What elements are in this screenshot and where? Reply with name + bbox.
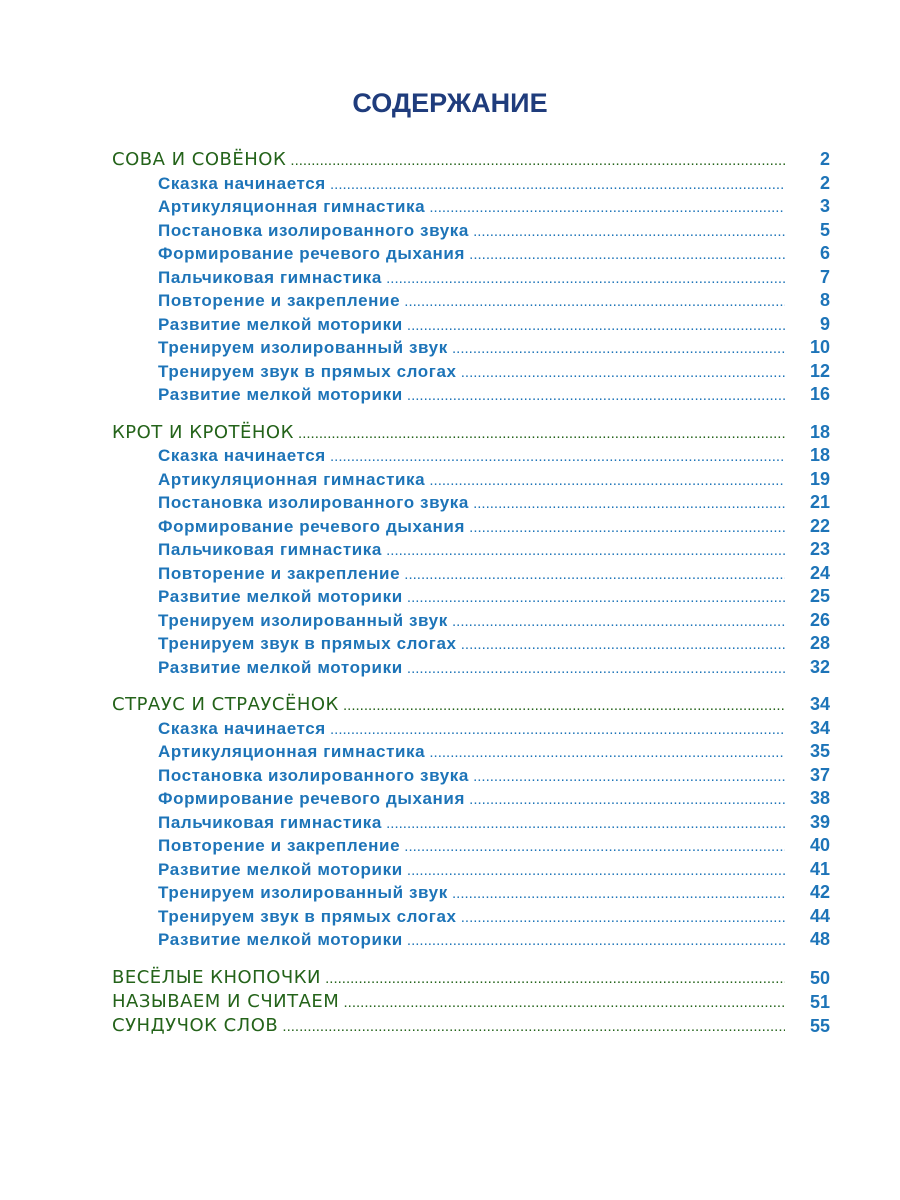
entry-page-number: 10 [809,337,830,357]
toc-entry-row[interactable] [0,383,900,407]
entry-page-number: 6 [819,243,830,263]
toc-chapter-row[interactable] [0,148,900,172]
entry-page-number: 41 [809,858,830,879]
entry-title: Сказка начинается ..... [158,444,785,469]
entry-page-number: 48 [809,929,830,949]
toc-entry-row[interactable] [0,195,900,219]
entry-title: Постановка изолированного звука ..... [158,219,785,244]
entry-title: Сказка начинается ..... [158,717,785,742]
entry-page-number: 38 [809,788,830,808]
toc-entry-row[interactable] [0,219,900,243]
entry-title: Тренируем изолированный звук ..... [158,609,785,634]
entry-title: Тренируем изолированный звук ..... [158,881,785,906]
entry-page-number: 18 [809,445,830,465]
toc-entry-row[interactable] [0,632,900,656]
toc-entry-row[interactable] [0,266,900,290]
entry-title: Формирование речевого дыхания ..... [158,242,785,267]
entry-title: Повторение и закрепление ..... [158,289,785,314]
chapter-title: КРОТ И КРОТЁНОК ..... [112,421,785,446]
toc-entry-row[interactable] [0,444,900,468]
table-of-contents [0,148,900,1052]
entry-title: Постановка изолированного звука ..... [158,491,785,516]
entry-title: Развитие мелкой моторики ..... [158,858,785,883]
entry-page-number: 35 [809,741,830,761]
entry-title: Артикуляционная гимнастика ..... [158,468,785,493]
toc-entry-row[interactable] [0,242,900,266]
entry-page-number: 7 [819,266,830,287]
entry-page-number: 42 [809,882,830,902]
toc-chapter-row[interactable] [0,990,900,1014]
entry-title: Развитие мелкой моторики ..... [158,656,785,681]
entry-page-number: 9 [819,313,830,334]
toc-section [0,421,900,680]
toc-entry-row[interactable] [0,360,900,384]
toc-chapter-row[interactable] [0,1014,900,1038]
chapter-title: НАЗЫВАЕМ И СЧИТАЕМ ..... [112,990,785,1015]
toc-entry-row[interactable] [0,881,900,905]
entry-page-number: 19 [809,468,830,489]
entry-title: Артикуляционная гимнастика ..... [158,195,785,220]
entry-page-number: 2 [819,172,830,193]
chapter-page-number: 50 [809,967,830,988]
toc-entry-row[interactable] [0,538,900,562]
entry-page-number: 21 [809,492,830,512]
entry-title: Развитие мелкой моторики ..... [158,928,785,953]
entry-title: Тренируем звук в прямых слогах ..... [158,905,785,930]
chapter-title: СОВА И СОВЁНОК ..... [112,148,785,173]
toc-entry-row[interactable] [0,834,900,858]
entry-page-number: 32 [809,656,830,677]
entry-page-number: 8 [819,290,830,310]
toc-entry-row[interactable] [0,787,900,811]
toc-entry-row[interactable] [0,336,900,360]
toc-entry-row[interactable] [0,656,900,680]
entry-title: Развитие мелкой моторики ..... [158,383,785,408]
entry-title: Формирование речевого дыхания ..... [158,515,785,540]
toc-entry-row[interactable] [0,905,900,929]
toc-entry-row[interactable] [0,289,900,313]
chapter-page-number: 2 [819,149,830,169]
toc-entry-row[interactable] [0,562,900,586]
chapter-page-number: 34 [809,694,830,714]
entry-page-number: 23 [809,539,830,559]
entry-page-number: 28 [809,633,830,653]
toc-section [0,693,900,952]
page-title: СОДЕРЖАНИЕ [352,88,548,118]
chapter-title: СТРАУС И СТРАУСЁНОК ..... [112,693,785,718]
toc-entry-row[interactable] [0,172,900,196]
entry-title: Формирование речевого дыхания ..... [158,787,785,812]
entry-title: Повторение и закрепление ..... [158,834,785,859]
chapter-page-number: 55 [809,1015,830,1036]
entry-page-number: 12 [809,360,830,381]
toc-entry-row[interactable] [0,740,900,764]
toc-entry-row[interactable] [0,313,900,337]
toc-entry-row[interactable] [0,811,900,835]
toc-chapter-row[interactable] [0,421,900,445]
toc-final-chapters [0,966,900,1038]
entry-title: Пальчиковая гимнастика ..... [158,266,785,291]
toc-entry-row[interactable] [0,717,900,741]
toc-chapter-row[interactable] [0,693,900,717]
entry-title: Пальчиковая гимнастика ..... [158,811,785,836]
entry-title: Артикуляционная гимнастика ..... [158,740,785,765]
entry-title: Тренируем звук в прямых слогах ..... [158,360,785,385]
entry-page-number: 24 [809,562,830,583]
toc-chapter-row[interactable] [0,966,900,990]
entry-title: Повторение и закрепление ..... [158,562,785,587]
toc-entry-row[interactable] [0,468,900,492]
chapter-title: СУНДУЧОК СЛОВ ..... [112,1014,785,1039]
entry-title: Развитие мелкой моторики ..... [158,313,785,338]
entry-title: Постановка изолированного звука ..... [158,764,785,789]
toc-entry-row[interactable] [0,491,900,515]
entry-page-number: 34 [809,717,830,738]
toc-entry-row[interactable] [0,928,900,952]
toc-entry-row[interactable] [0,585,900,609]
entry-page-number: 39 [809,811,830,832]
entry-page-number: 40 [809,835,830,855]
entry-page-number: 25 [809,586,830,606]
entry-page-number: 44 [809,905,830,926]
entry-title: Тренируем изолированный звук ..... [158,336,785,361]
entry-page-number: 37 [809,764,830,785]
entry-title: Тренируем звук в прямых слогах ..... [158,632,785,657]
entry-title: Развитие мелкой моторики ..... [158,585,785,610]
toc-entry-row[interactable] [0,609,900,633]
chapter-title: ВЕСЁЛЫЕ КНОПОЧКИ ..... [112,966,785,991]
toc-entry-row[interactable] [0,858,900,882]
entry-title: Пальчиковая гимнастика ..... [158,538,785,563]
entry-page-number: 22 [809,515,830,536]
entry-page-number: 16 [809,384,830,404]
chapter-page-number: 18 [809,421,830,442]
entry-page-number: 26 [809,609,830,630]
toc-section [0,148,900,407]
toc-entry-row[interactable] [0,515,900,539]
chapter-page-number: 51 [809,991,830,1012]
entry-title: Сказка начинается ..... [158,172,785,197]
toc-entry-row[interactable] [0,764,900,788]
entry-page-number: 5 [819,219,830,240]
entry-page-number: 3 [819,196,830,216]
